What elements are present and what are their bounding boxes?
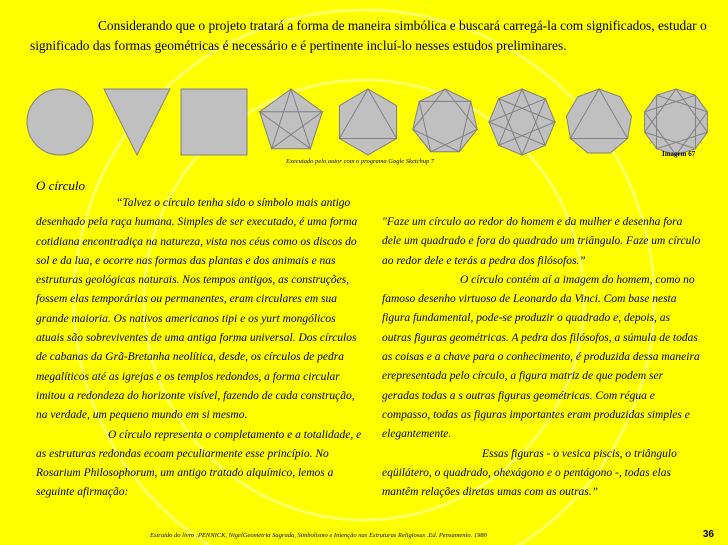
right-paragraph-2: Essas figuras - o vesica piscis, o triângulo eqüilátero, o quadrado, ohexágono e o pentágono -, todas elas mantêm relações diretas umas com as outras.” xyxy=(382,447,677,499)
shape-circle xyxy=(27,89,93,155)
left-paragraph-1: “Talvez o círculo tenha sido o símbolo mais antigo desenhado pela raça humana. Simples de ser executado, é uma forma cotidiana encontradiça na natureza, vista nos céus como os discos do sol e da lua, e ocorre nas formas das plantas e dos animais e nas estruturas geológicas naturais. Nos tempos antigos, as construções, fossem elas temporárias ou permanentes, eram circulares em sua grande maioria. Os nativos americanos tipi e os yurt mongólicos atuais são sobreviventes de uma antiga forma universal. Dos círculos de cabanas da Grã-Bretanha neolítica, desde, os círculos de pedra megalíticos até as igrejas e os templos redondos, a forma circular imitou a redondeza do horizonte visível, fazendo de cada construção, na verdade, um pequeno mundo em si mesmo. xyxy=(36,197,358,422)
shape-nonagon-star-outline xyxy=(567,89,632,153)
left-paragraph-2: O círculo representa o completamento e a totalidade, e as estruturas redondas ecoam peculiarmente esse princípio. No Rosarium Philosophorum, um antigo tratado alquímico, lemos a seguinte afirmação: xyxy=(36,428,362,499)
intro-paragraph: Considerando que o projeto tratará a forma de maneira simbólica e buscará carregá-la com significados, estudar o significado das formas geométricas é necessário e é pertinente incluí-lo nesses estudos preliminares. xyxy=(30,18,707,53)
shapes-caption: Executado pelo autor com o programa Gogle Sketchup 7 xyxy=(286,158,435,165)
section-heading: O círculo xyxy=(36,178,85,193)
shape-hexagon-star-outline xyxy=(339,89,396,155)
geometric-shapes-row xyxy=(0,84,728,160)
shape-square xyxy=(181,89,247,155)
right-column xyxy=(382,213,702,502)
shape-triangle xyxy=(104,89,170,155)
page-number: 36 xyxy=(702,529,714,540)
left-column xyxy=(36,194,366,503)
shape-heptagon-star-outline xyxy=(413,89,477,152)
right-paragraph-1: O círculo contém aí a imagem do homem, como no famoso desenho virtuoso de Leonardo da Vinci. Com base nesta figura fundamental, pode-se produzir o quadrado e, depois, as outras figuras geométricas. A pedra dos filósofos, a súmula de todas as coisas e a chave para o conhecimento, é produzida dessa maneira erepresentada pelo círculo, a figura matriz de que podem ser geradas todas a s outras figuras geométricas. Com régua e compasso, todas as figuras importantes eram produzidas simples e elegantemente. xyxy=(382,273,700,441)
image-label: Imagem 67 xyxy=(662,150,696,158)
footer-citation: Estraído do livro :PENNICK, NigelGeometria Sagrada, Simbolismo e Intenção nas Estruturas Religiosas .Ed. Pensamento. 1980 xyxy=(150,532,487,539)
right-quote: "Faze um círculo ao redor do homem e da mulher e desenha fora dele um quadrado e fora do quadrado um triângulo. Faze um círculo ao redor dele e terás a pedra dos filósofos.” xyxy=(382,216,701,267)
shape-decagon-star-outline xyxy=(645,89,708,155)
